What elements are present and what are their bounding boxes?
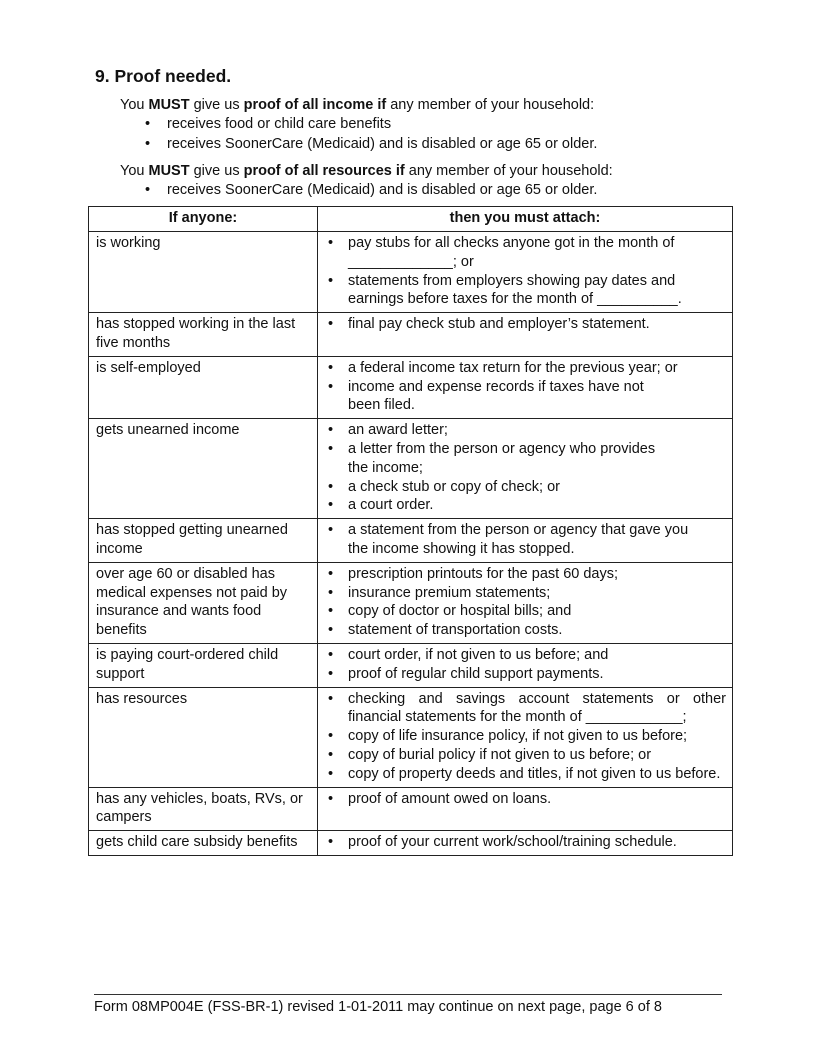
attachment-item: • checking and savings account statements or other financial statements for the month of ____________; [322,690,726,728]
table-row [89,831,733,856]
intro-text: You [120,97,149,113]
attachment-item: • a statement from the person or agency that gave you the income showing it has stopped. [322,521,726,559]
table-body [89,232,733,856]
condition-cell: has stopped working in the last five months [89,313,318,357]
attachment-cell [318,831,733,856]
attachment-item: • a check stub or copy of check; or [322,478,726,497]
attachment-item: • pay stubs for all checks anyone got in the month of _____________; or [322,234,726,272]
attachment-item: • proof of regular child support payments. [322,665,726,684]
column-header-attach: then you must attach: [318,207,733,232]
income-proof-bullets [120,115,597,154]
table-row [89,419,733,519]
table-header-row [89,207,733,232]
condition-cell: has resources [89,687,318,787]
condition-cell: is paying court-ordered child support [89,643,318,687]
attachment-list [322,790,726,809]
intro-emphasis: proof of all income if [243,97,387,113]
attachment-cell [318,643,733,687]
table-row [89,356,733,418]
attachment-item: • copy of doctor or hospital bills; and [322,602,726,621]
attachment-list [322,421,726,515]
attachment-list [322,833,726,852]
resources-proof-intro [120,162,613,201]
condition-cell: is self-employed [89,356,318,418]
attachment-list [322,315,726,334]
footer-divider [94,994,722,995]
table-row [89,687,733,787]
table-row [89,562,733,643]
attachment-list [322,690,726,784]
attachment-cell [318,787,733,831]
attachment-item: • a court order. [322,496,726,515]
resources-proof-sentence [120,162,613,181]
attachment-cell [318,519,733,563]
attachment-item: • prescription printouts for the past 60 days; [322,565,726,584]
section-heading: 9. Proof needed. [95,66,232,86]
attachment-item: • copy of life insurance policy, if not given to us before; [322,727,726,746]
column-header-if-anyone: If anyone: [89,207,318,232]
proof-table [88,206,733,856]
condition-cell: is working [89,232,318,313]
attachment-item: • insurance premium statements; [322,584,726,603]
attachment-cell [318,562,733,643]
resources-proof-bullets [120,181,613,201]
form-footer: Form 08MP004E (FSS-BR-1) revised 1-01-2011 may continue on next page, page 6 of 8 [94,999,662,1015]
attachment-cell [318,356,733,418]
attachment-item: • copy of property deeds and titles, if not given to us before. [322,765,726,784]
attachment-list [322,521,726,559]
attachment-item: • copy of burial policy if not given to us before; or [322,746,726,765]
attachment-cell [318,419,733,519]
attachment-list [322,359,726,415]
condition-cell: over age 60 or disabled has medical expenses not paid by insurance and wants food benefits [89,562,318,643]
bullet-item: • receives SoonerCare (Medicaid) and is disabled or age 65 or older. [120,135,597,155]
table-row [89,313,733,357]
income-proof-intro [120,96,597,154]
attachment-list [322,234,726,309]
attachment-cell [318,232,733,313]
attachment-item: • court order, if not given to us before; and [322,646,726,665]
attachment-item: • an award letter; [322,421,726,440]
intro-emphasis: MUST [148,97,190,113]
table-row [89,643,733,687]
condition-cell: has stopped getting unearned income [89,519,318,563]
condition-cell: has any vehicles, boats, RVs, or campers [89,787,318,831]
attachment-item: • proof of your current work/school/training schedule. [322,833,726,852]
condition-cell: gets child care subsidy benefits [89,831,318,856]
table-row [89,787,733,831]
bullet-item: • receives SoonerCare (Medicaid) and is disabled or age 65 or older. [120,181,613,201]
attachment-item: • proof of amount owed on loans. [322,790,726,809]
attachment-cell [318,313,733,357]
attachment-item: • income and expense records if taxes have not been filed. [322,378,726,416]
intro-text: any member of your household: [386,97,595,113]
attachment-item: • statements from employers showing pay dates and earnings before taxes for the month of __________. [322,272,726,310]
condition-cell: gets unearned income [89,419,318,519]
intro-text: give us [189,163,244,179]
table-row [89,232,733,313]
intro-text: give us [189,97,244,113]
intro-text: any member of your household: [404,163,613,179]
intro-emphasis: MUST [148,163,190,179]
table-row [89,519,733,563]
income-proof-sentence [120,96,597,115]
intro-emphasis: proof of all resources if [243,163,405,179]
attachment-item: • statement of transportation costs. [322,621,726,640]
bullet-item: • receives food or child care benefits [120,115,597,135]
attachment-cell [318,687,733,787]
attachment-item: • a federal income tax return for the previous year; or [322,359,726,378]
attachment-item: • final pay check stub and employer’s statement. [322,315,726,334]
attachment-list [322,646,726,684]
attachment-item: • a letter from the person or agency who provides the income; [322,440,726,478]
intro-text: You [120,163,149,179]
attachment-list [322,565,726,640]
